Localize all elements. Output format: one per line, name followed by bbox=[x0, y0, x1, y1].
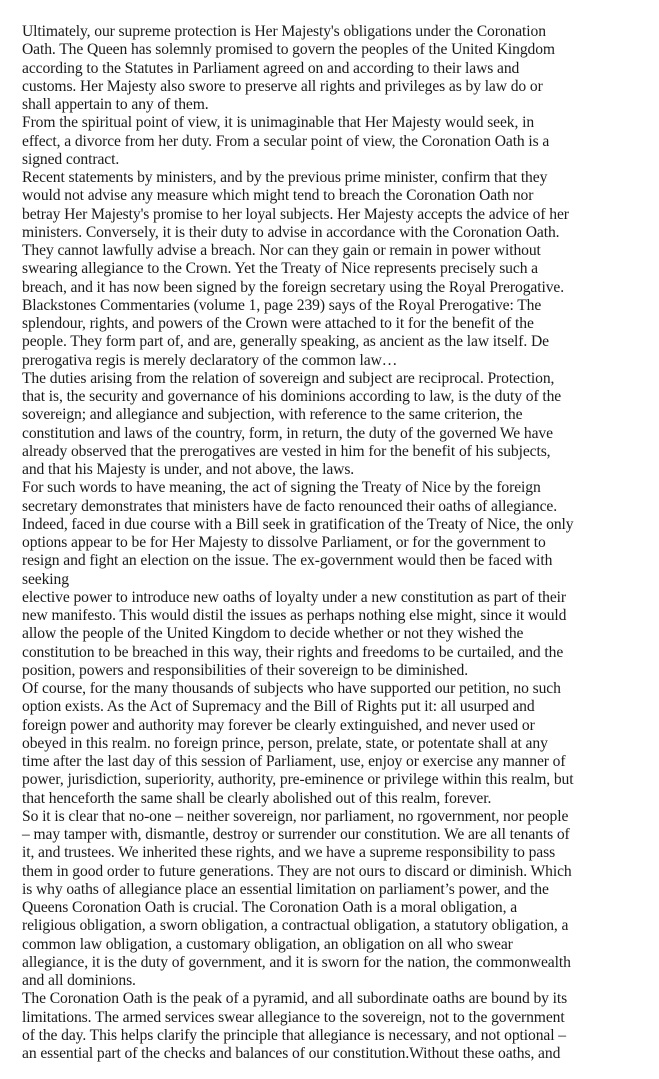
text-line: Of course, for the many thousands of subjects who have supported our petition, no such bbox=[22, 680, 561, 697]
text-line: secretary demonstrates that ministers have de facto renounced their oaths of allegiance. bbox=[22, 497, 558, 515]
text-line: For such words to have meaning, the act of signing the Treaty of Nice by the foreign bbox=[22, 479, 541, 497]
text-line: obeyed in this realm. no foreign prince, person, prelate, state, or potentate shall at any bbox=[22, 734, 548, 752]
text-line: seeking bbox=[22, 570, 69, 588]
text-line: is why oaths of allegiance place an essential limitation on parliament’s power, and the bbox=[22, 880, 549, 898]
text-line: would not advise any measure which might tend to breach the Coronation Oath nor bbox=[22, 187, 534, 205]
text-line: shall appertain to any of them. bbox=[22, 96, 209, 113]
text-line: position, powers and responsibilities of their sovereign to be diminished. bbox=[22, 661, 469, 679]
text-line: Queens Coronation Oath is crucial. The Coronation Oath is a moral obligation, a bbox=[22, 899, 518, 916]
text-line: foreign power and authority may forever be clearly extinguished, and never used or bbox=[22, 716, 535, 734]
text-line: The Coronation Oath is the peak of a pyramid, and all subordinate oaths are bound by its bbox=[22, 990, 568, 1008]
text-line: that is, the security and governance of his dominions according to law, is the duty of the bbox=[22, 388, 562, 405]
text-line: religious obligation, a sworn obligation, a contractual obligation, a statutory obligation, a bbox=[22, 917, 569, 935]
text-line: swearing allegiance to the Crown. Yet the Treaty of Nice represents precisely such a bbox=[22, 260, 539, 278]
text-line: Blackstones Commentaries (volume 1, page 239) says of the Royal Prerogative: The bbox=[22, 296, 542, 314]
text-line: They cannot lawfully advise a breach. Nor can they gain or remain in power without bbox=[22, 242, 541, 259]
text-line: customs. Her Majesty also swore to preserve all rights and privileges as by law do or bbox=[22, 77, 543, 95]
text-line: resign and fight an election on the issue. The ex-government would then be faced with bbox=[22, 552, 553, 570]
text-line: splendour, rights, and powers of the Crown were attached to it for the benefit of the bbox=[22, 315, 534, 332]
text-line: Recent statements by ministers, and by the previous prime minister, confirm that they bbox=[22, 169, 548, 186]
text-line: them in good order to future generations. They are not ours to discard or diminish. Which bbox=[22, 862, 572, 880]
text-line: and that his Majesty is under, and not above, the laws. bbox=[22, 461, 355, 478]
text-line: elective power to introduce new oaths of loyalty under a new constitution as part of their bbox=[22, 588, 566, 606]
text-line: From the spiritual point of view, it is unimaginable that Her Majesty would seek, in bbox=[22, 114, 535, 132]
text-line: of the day. This helps clarify the principle that allegiance is necessary, and not optional – bbox=[22, 1026, 566, 1044]
text-line: time after the last day of this session of Parliament, use, enjoy or exercise any manner of bbox=[22, 753, 566, 770]
text-line: limitations. The armed services swear allegiance to the sovereign, not to the government bbox=[22, 1008, 565, 1026]
text-line: already observed that the prerogatives are vested in him for the benefit of his subjects, bbox=[22, 442, 551, 460]
text-line: sovereign; and allegiance and subjection, with reference to the same criterion, the bbox=[22, 406, 523, 424]
text-line: people. They form part of, and are, generally speaking, as ancient as the law itself. De bbox=[22, 333, 549, 351]
text-line: allegiance, it is the duty of government, and it is sworn for the nation, the commonwealth bbox=[22, 953, 571, 971]
text-line: and all dominions. bbox=[22, 972, 136, 989]
text-line: that henceforth the same shall be clearly abolished out of this realm, forever. bbox=[22, 789, 492, 807]
text-line: allow the people of the United Kingdom to decide whether or not they wished the bbox=[22, 625, 524, 643]
text-line: new manifesto. This would distil the issues as perhaps nothing else might, since it would bbox=[22, 607, 567, 624]
text-line: – may tamper with, dismantle, destroy or surrender our constitution. We are all tenants of bbox=[22, 826, 570, 843]
text-line: option exists. As the Act of Supremacy and the Bill of Rights put it: all usurped and bbox=[22, 698, 535, 716]
text-line: common law obligation, a customary obligation, an obligation on all who swear bbox=[22, 935, 513, 953]
text-line: options appear to be for Her Majesty to dissolve Parliament, or for the government to bbox=[22, 534, 546, 551]
text-line: Oath. The Queen has solemnly promised to govern the peoples of the United Kingdom bbox=[22, 41, 555, 59]
text-line: Indeed, faced in due course with a Bill seek in gratification of the Treaty of Nice, the only bbox=[22, 515, 574, 533]
text-line: effect, a divorce from her duty. From a secular point of view, the Coronation Oath is a bbox=[22, 132, 550, 150]
text-line: constitution to be breached in this way, their rights and freedoms to be curtailed, and the bbox=[22, 643, 564, 661]
text-line: ministers. Conversely, it is their duty to advise in accordance with the Coronation Oath. bbox=[22, 223, 560, 241]
text-line: it, and trustees. We inherited these rights, and we have a supreme responsibility to pass bbox=[22, 844, 556, 862]
text-line: Ultimately, our supreme protection is Her Majesty's obligations under the Coronation bbox=[22, 23, 546, 40]
text-line: according to the Statutes in Parliament agreed on and according to their laws and bbox=[22, 59, 520, 77]
document-body-text bbox=[22, 23, 652, 1063]
text-line: an essential part of the checks and balances of our constitution.Without these oaths, and bbox=[22, 1045, 561, 1062]
text-line: The duties arising from the relation of sovereign and subject are reciprocal. Protection, bbox=[22, 369, 555, 387]
text-line: breach, and it has now been signed by the foreign secretary using the Royal Prerogative. bbox=[22, 278, 565, 296]
text-line: prerogativa regis is merely declaratory of the common law… bbox=[22, 351, 398, 369]
text-line: So it is clear that no-one – neither sovereign, nor parliament, no rgovernment, nor people bbox=[22, 807, 569, 825]
text-line: signed contract. bbox=[22, 150, 120, 168]
text-line: constitution and laws of the country, form, in return, the duty of the governed We have bbox=[22, 424, 553, 442]
text-line: power, jurisdiction, superiority, authority, pre-eminence or privilege within this realm, but bbox=[22, 771, 574, 789]
text-line: betray Her Majesty's promise to her loyal subjects. Her Majesty accepts the advice of her bbox=[22, 205, 569, 223]
